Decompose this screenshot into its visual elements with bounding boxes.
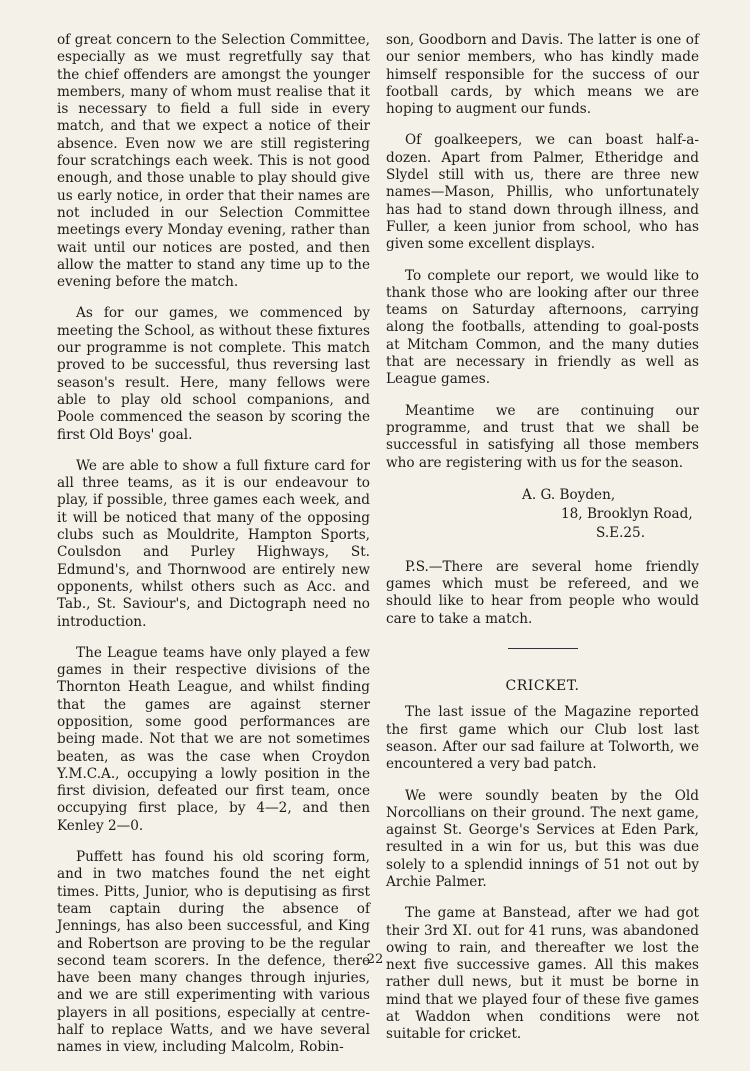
paragraph: Of goalkeepers, we can boast half-a-dozen. Apart from Palmer, Etheridge and Slydel still with us, there are three new names—Mason, Phillis, who unfortunately has had to stand down through illness, and Fuller, a keen junior from school, who has given some excellent displays. xyxy=(386,132,699,253)
signature-address-line1: 18, Brooklyn Road, xyxy=(561,505,693,522)
signature-name: A. G. Boyden, xyxy=(522,486,616,503)
paragraph: Puffett has found his old scoring form, and in two matches found the net eight times. Pitts, Junior, who is deputising as first team captain during the absence of Jennings, has also been successful, and King and Robertson are proving to be the regular second team scorers. In the defence, there have been many changes through injuries, and we are still experimenting with various players in all positions, especially at centre-half to replace Watts, and we have several names in view, including Malcolm, Robin- xyxy=(57,849,370,1056)
paragraph: We were soundly beaten by the Old Norcollians on their ground. The next game, against St. George's Services at Eden Park, resulted in a win for us, but this was due solely to a splendid innings of 51 not out by Archie Palmer. xyxy=(386,787,699,890)
postscript: P.S.—There are several home friendly games which must be refereed, and we should like to hear from people who would care to take a match. xyxy=(386,558,699,627)
signature-block xyxy=(386,486,699,543)
paragraph: of great concern to the Selection Committee, especially as we must regretfully say that the chief offenders are amongst the younger members, many of whom must realise that it is necessary to field a full side in every match, and that we expect a notice of their absence. Even now we are still registering four scratchings each week. This is not good enough, and those unable to play should give us early notice, in order that their names are not included in our Selection Committee meetings every Monday evening, rather than wait until our notices are posted, and then allow the matter to stand any time up to the evening before the match. xyxy=(57,32,370,291)
paragraph: The game at Banstead, after we had got their 3rd XI. out for 41 runs, was abandoned owing to rain, and thereafter we lost the next five successive games. All this makes rather dull news, but it must be borne in mind that we played four of these five games at Waddon when conditions were not suitable for cricket. xyxy=(386,905,699,1043)
right-column xyxy=(386,32,699,1058)
section-divider xyxy=(508,648,578,649)
paragraph: As for our games, we commenced by meeting the School, as without these fixtures our programme is not complete. This match proved to be successful, thus reversing last season's result. Here, many fellows were able to play old school companions, and Poole commenced the season by scoring the first Old Boys' goal. xyxy=(57,305,370,443)
paragraph: The last issue of the Magazine reported the first game which our Club lost last season. After our sad failure at Tolworth, we encountered a very bad patch. xyxy=(386,704,699,773)
paragraph: To complete our report, we would like to thank those who are looking after our three teams on Saturday afternoons, carrying along the footballs, attending to goal-posts at Mitcham Common, and the many duties that are necessary in friendly as well as League games. xyxy=(386,267,699,388)
paragraph: son, Goodborn and Davis. The latter is one of our senior members, who has kindly made himself responsible for the success of our football cards, by which means we are hoping to augment our funds. xyxy=(386,32,699,118)
paragraph: Meantime we are continuing our programme, and trust that we shall be successful in satisfying all those members who are registering with us for the season. xyxy=(386,402,699,471)
left-column xyxy=(57,32,370,1071)
paragraph: We are able to show a full fixture card for all three teams, as it is our endeavour to play, if possible, three games each week, and it will be noticed that many of the opposing clubs such as Mouldrite, Hampton Sports, Coulsdon and Purley Highways, St. Edmund's, and Thornwood are entirely new opponents, whilst others such as Acc. and Tab., St. Saviour's, and Dictograph need no introduction. xyxy=(57,457,370,630)
cricket-heading: CRICKET. xyxy=(505,678,580,695)
page-number: 22 xyxy=(366,952,384,967)
signature-address-line2: S.E.25. xyxy=(596,524,646,541)
paragraph: The League teams have only played a few games in their respective divisions of the Thornton Heath League, and whilst finding that the games are against sterner opposition, some good performances are being made. Not that we are not sometimes beaten, as was the case when Croydon Y.M.C.A., occupying a lowly position in the first division, defeated our first team, once occupying first place, by 4—2, and then Kenley 2—0. xyxy=(57,644,370,834)
